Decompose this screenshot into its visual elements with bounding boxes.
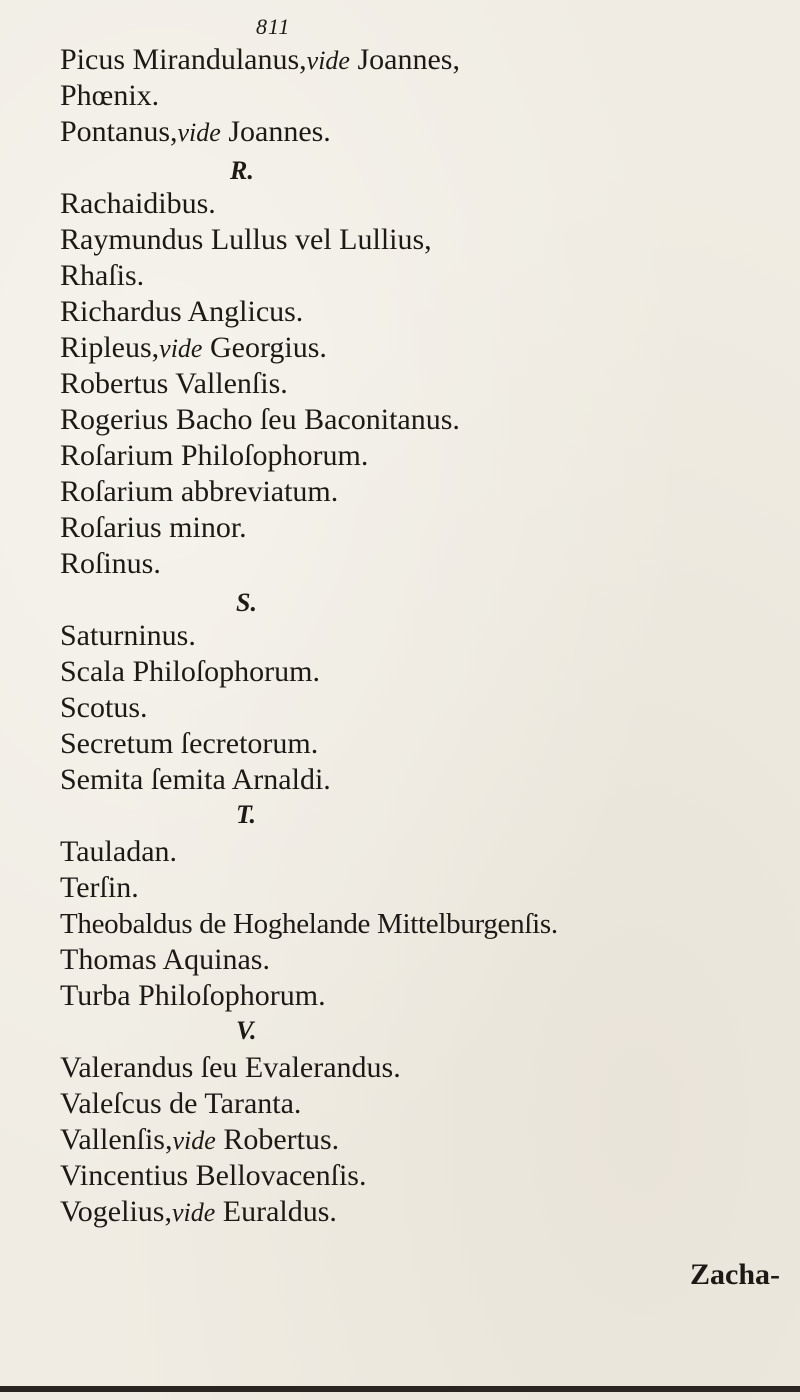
index-entry bbox=[60, 402, 460, 438]
entry-name: Theobaldus de Hoghelande Mittelburgenſis. bbox=[60, 908, 558, 940]
index-entry bbox=[60, 654, 320, 690]
entry-name: Thomas Aquinas. bbox=[60, 943, 270, 976]
index-entry bbox=[60, 978, 326, 1014]
index-entry bbox=[60, 474, 338, 510]
entry-vide: vide bbox=[306, 46, 350, 75]
index-entry bbox=[60, 294, 303, 330]
index-entry bbox=[60, 1122, 339, 1159]
entry-name: Semita ſemita Arnaldi. bbox=[60, 763, 331, 796]
index-entry bbox=[60, 114, 331, 151]
entry-name: Secretum ſecretorum. bbox=[60, 727, 319, 760]
entry-vide: vide bbox=[172, 1126, 216, 1155]
index-entry bbox=[60, 870, 139, 906]
entry-name: Rhaſis. bbox=[60, 259, 145, 292]
index-entry bbox=[60, 186, 216, 222]
entry-name: Picus Mirandulanus, bbox=[60, 43, 307, 76]
entry-vide: vide bbox=[159, 334, 203, 363]
entry-name: Turba Philoſophorum. bbox=[60, 979, 326, 1012]
entry-name: Vincentius Bellovacenſis. bbox=[60, 1159, 367, 1192]
index-entry bbox=[60, 1050, 401, 1086]
entry-reference: Euraldus. bbox=[222, 1195, 337, 1228]
entry-name: Valerandus ſeu Evalerandus. bbox=[60, 1051, 401, 1084]
index-entry bbox=[60, 834, 177, 870]
entry-name: Terſin. bbox=[60, 871, 139, 904]
entry-name: Scotus. bbox=[60, 691, 148, 724]
index-entry bbox=[60, 222, 432, 258]
entry-name: Tauladan. bbox=[60, 835, 178, 868]
section-letter-r: R. bbox=[230, 156, 254, 185]
entry-name: Roſarium abbreviatum. bbox=[60, 475, 339, 508]
entry-name: Saturninus. bbox=[60, 619, 196, 652]
entry-name: Roſarius minor. bbox=[60, 511, 247, 544]
index-entry bbox=[60, 330, 327, 367]
entry-name: Phœnix. bbox=[60, 79, 160, 112]
page-edge bbox=[0, 1386, 800, 1392]
entry-name: Scala Philoſophorum. bbox=[60, 655, 320, 688]
index-entry bbox=[60, 546, 161, 582]
page-number: 811 bbox=[256, 14, 291, 39]
index-entry bbox=[60, 258, 144, 294]
index-entry bbox=[60, 42, 460, 79]
index-entry bbox=[60, 726, 318, 762]
index-entry bbox=[60, 1158, 366, 1194]
index-entry bbox=[60, 618, 196, 654]
index-entry bbox=[60, 510, 247, 546]
index-entry bbox=[60, 1086, 301, 1122]
entry-name: Roſinus. bbox=[60, 547, 161, 580]
index-entry bbox=[60, 1194, 337, 1231]
index-entry bbox=[60, 438, 368, 474]
entry-name: Richardus Anglicus. bbox=[60, 295, 304, 328]
index-entry bbox=[60, 366, 288, 402]
entry-name: Rachaidibus. bbox=[60, 187, 216, 220]
entry-vide: vide bbox=[171, 1198, 216, 1227]
index-entry bbox=[60, 78, 159, 114]
section-letter-v: V. bbox=[236, 1016, 257, 1045]
entry-reference: Robertus. bbox=[223, 1123, 340, 1156]
entry-name: Raymundus Lullus vel Lullius, bbox=[60, 223, 432, 256]
index-entry bbox=[60, 762, 331, 798]
section-letter-s: S. bbox=[236, 588, 257, 617]
index-entry bbox=[60, 942, 270, 978]
entry-name: Rogerius Bacho ſeu Baconitanus. bbox=[60, 403, 460, 436]
index-entry bbox=[60, 906, 558, 942]
entry-reference: Georgius. bbox=[209, 331, 327, 364]
entry-reference: Joannes, bbox=[357, 43, 460, 76]
index-entry bbox=[60, 690, 148, 726]
catchword: Zacha- bbox=[690, 1258, 780, 1291]
entry-name: Valeſcus de Taranta. bbox=[60, 1087, 302, 1120]
entry-name: Vallenſis, bbox=[60, 1123, 173, 1156]
entry-reference: Joannes. bbox=[228, 115, 331, 148]
entry-name: Vogelius, bbox=[60, 1195, 172, 1228]
entry-name: Robertus Vallenſis. bbox=[60, 367, 288, 400]
entry-name: Ripleus, bbox=[60, 331, 160, 364]
entry-name: Pontanus, bbox=[60, 115, 178, 148]
entry-name: Roſarium Philoſophorum. bbox=[60, 439, 369, 472]
section-letter-t: T. bbox=[236, 800, 256, 829]
entry-vide: vide bbox=[177, 118, 221, 147]
